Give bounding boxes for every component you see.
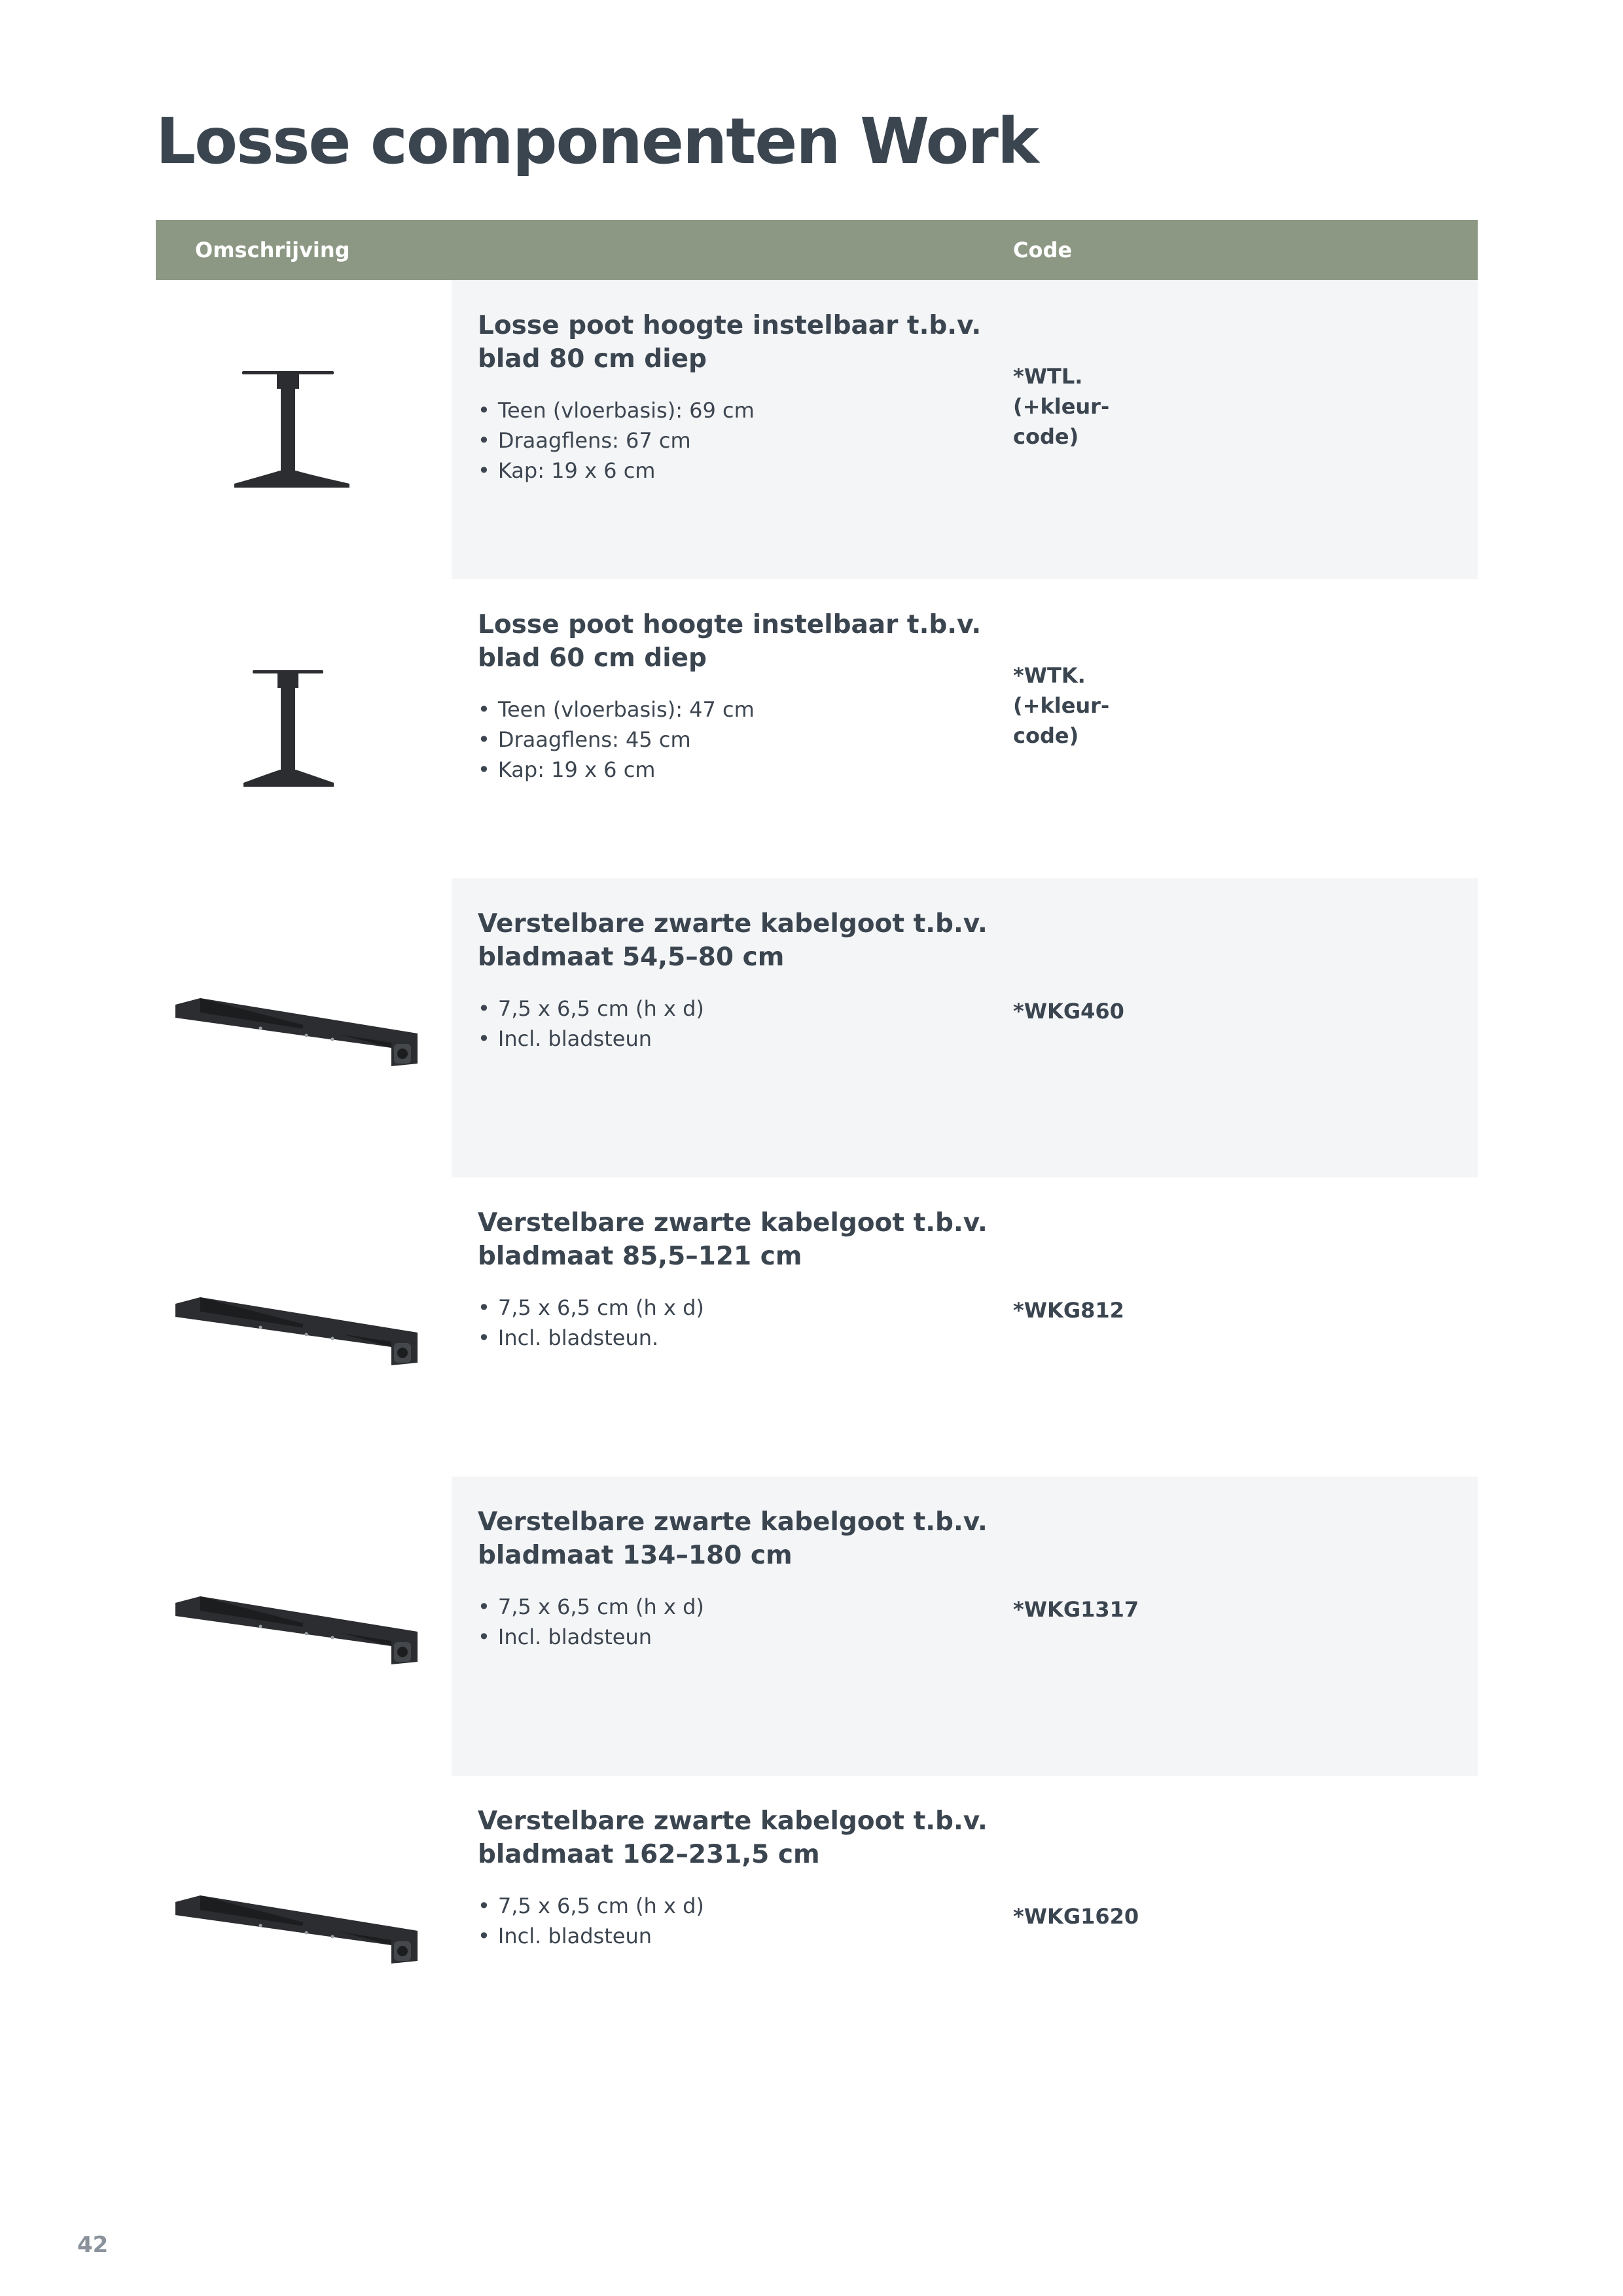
- spec-list: [478, 994, 988, 1054]
- product-code: *WKG460: [1013, 999, 1124, 1024]
- spec-item: • Teen (vloerbasis): 69 cm: [478, 395, 988, 425]
- spec-list: [478, 1293, 988, 1353]
- spec-item: • Incl. bladsteun: [478, 1024, 988, 1054]
- product-title: Losse poot hoogte instelbaar t.b.v. blad 60 cm diep: [478, 610, 982, 673]
- product-code: *WTK. (+kleur- code): [1013, 663, 1110, 748]
- spec-item: • 7,5 x 6,5 cm (h x d): [478, 1891, 988, 1921]
- product-title: Verstelbare zwarte kabelgoot t.b.v. bladmaat 162–231,5 cm: [478, 1806, 988, 1869]
- spec-list: [478, 1592, 988, 1652]
- product-code: *WKG812: [1013, 1298, 1124, 1323]
- spec-item: • Incl. bladsteun: [478, 1921, 988, 1951]
- table-row: [156, 1177, 1478, 1477]
- product-title: Losse poot hoogte instelbaar t.b.v. blad 80 cm diep: [478, 311, 982, 374]
- spec-item: • Incl. bladsteun.: [478, 1323, 988, 1353]
- table-row: [156, 579, 1478, 878]
- cable-tray-icon: [169, 1776, 431, 2075]
- table-row: [156, 1776, 1478, 2075]
- spec-list: [478, 1891, 988, 1951]
- column-header-description: Omschrijving: [195, 238, 350, 262]
- spec-item: • Draagflens: 67 cm: [478, 425, 988, 456]
- table-row: [156, 280, 1478, 579]
- spec-item: • 7,5 x 6,5 cm (h x d): [478, 994, 988, 1024]
- table-row: [156, 878, 1478, 1177]
- cable-tray-icon: [169, 1177, 431, 1477]
- table-row: [156, 1477, 1478, 1776]
- table-header: [156, 220, 1478, 280]
- cable-tray-icon: [169, 1477, 431, 1776]
- spec-item: • 7,5 x 6,5 cm (h x d): [478, 1293, 988, 1323]
- product-title: Verstelbare zwarte kabelgoot t.b.v. bladmaat 54,5–80 cm: [478, 909, 988, 972]
- product-title: Verstelbare zwarte kabelgoot t.b.v. bladmaat 85,5–121 cm: [478, 1208, 988, 1271]
- product-title: Verstelbare zwarte kabelgoot t.b.v. bladmaat 134–180 cm: [478, 1507, 988, 1570]
- page-number: 42: [77, 2232, 109, 2258]
- product-table: [156, 220, 1478, 2075]
- column-header-code: Code: [1013, 238, 1073, 262]
- spec-list: [478, 694, 988, 785]
- spec-item: • Incl. bladsteun: [478, 1622, 988, 1652]
- spec-item: • Teen (vloerbasis): 47 cm: [478, 694, 988, 725]
- spec-item: • Draagflens: 45 cm: [478, 725, 988, 755]
- product-code: *WKG1620: [1013, 1904, 1139, 1929]
- spec-item: • Kap: 19 x 6 cm: [478, 456, 988, 486]
- table-leg-60-icon: [169, 579, 431, 878]
- table-leg-80-icon: [169, 280, 431, 579]
- product-code: *WKG1317: [1013, 1597, 1139, 1622]
- spec-list: [478, 395, 988, 486]
- page-title: Losse componenten Work: [156, 105, 1038, 178]
- spec-item: • 7,5 x 6,5 cm (h x d): [478, 1592, 988, 1622]
- spec-item: • Kap: 19 x 6 cm: [478, 755, 988, 785]
- cable-tray-icon: [169, 878, 431, 1177]
- product-code: *WTL. (+kleur- code): [1013, 364, 1110, 449]
